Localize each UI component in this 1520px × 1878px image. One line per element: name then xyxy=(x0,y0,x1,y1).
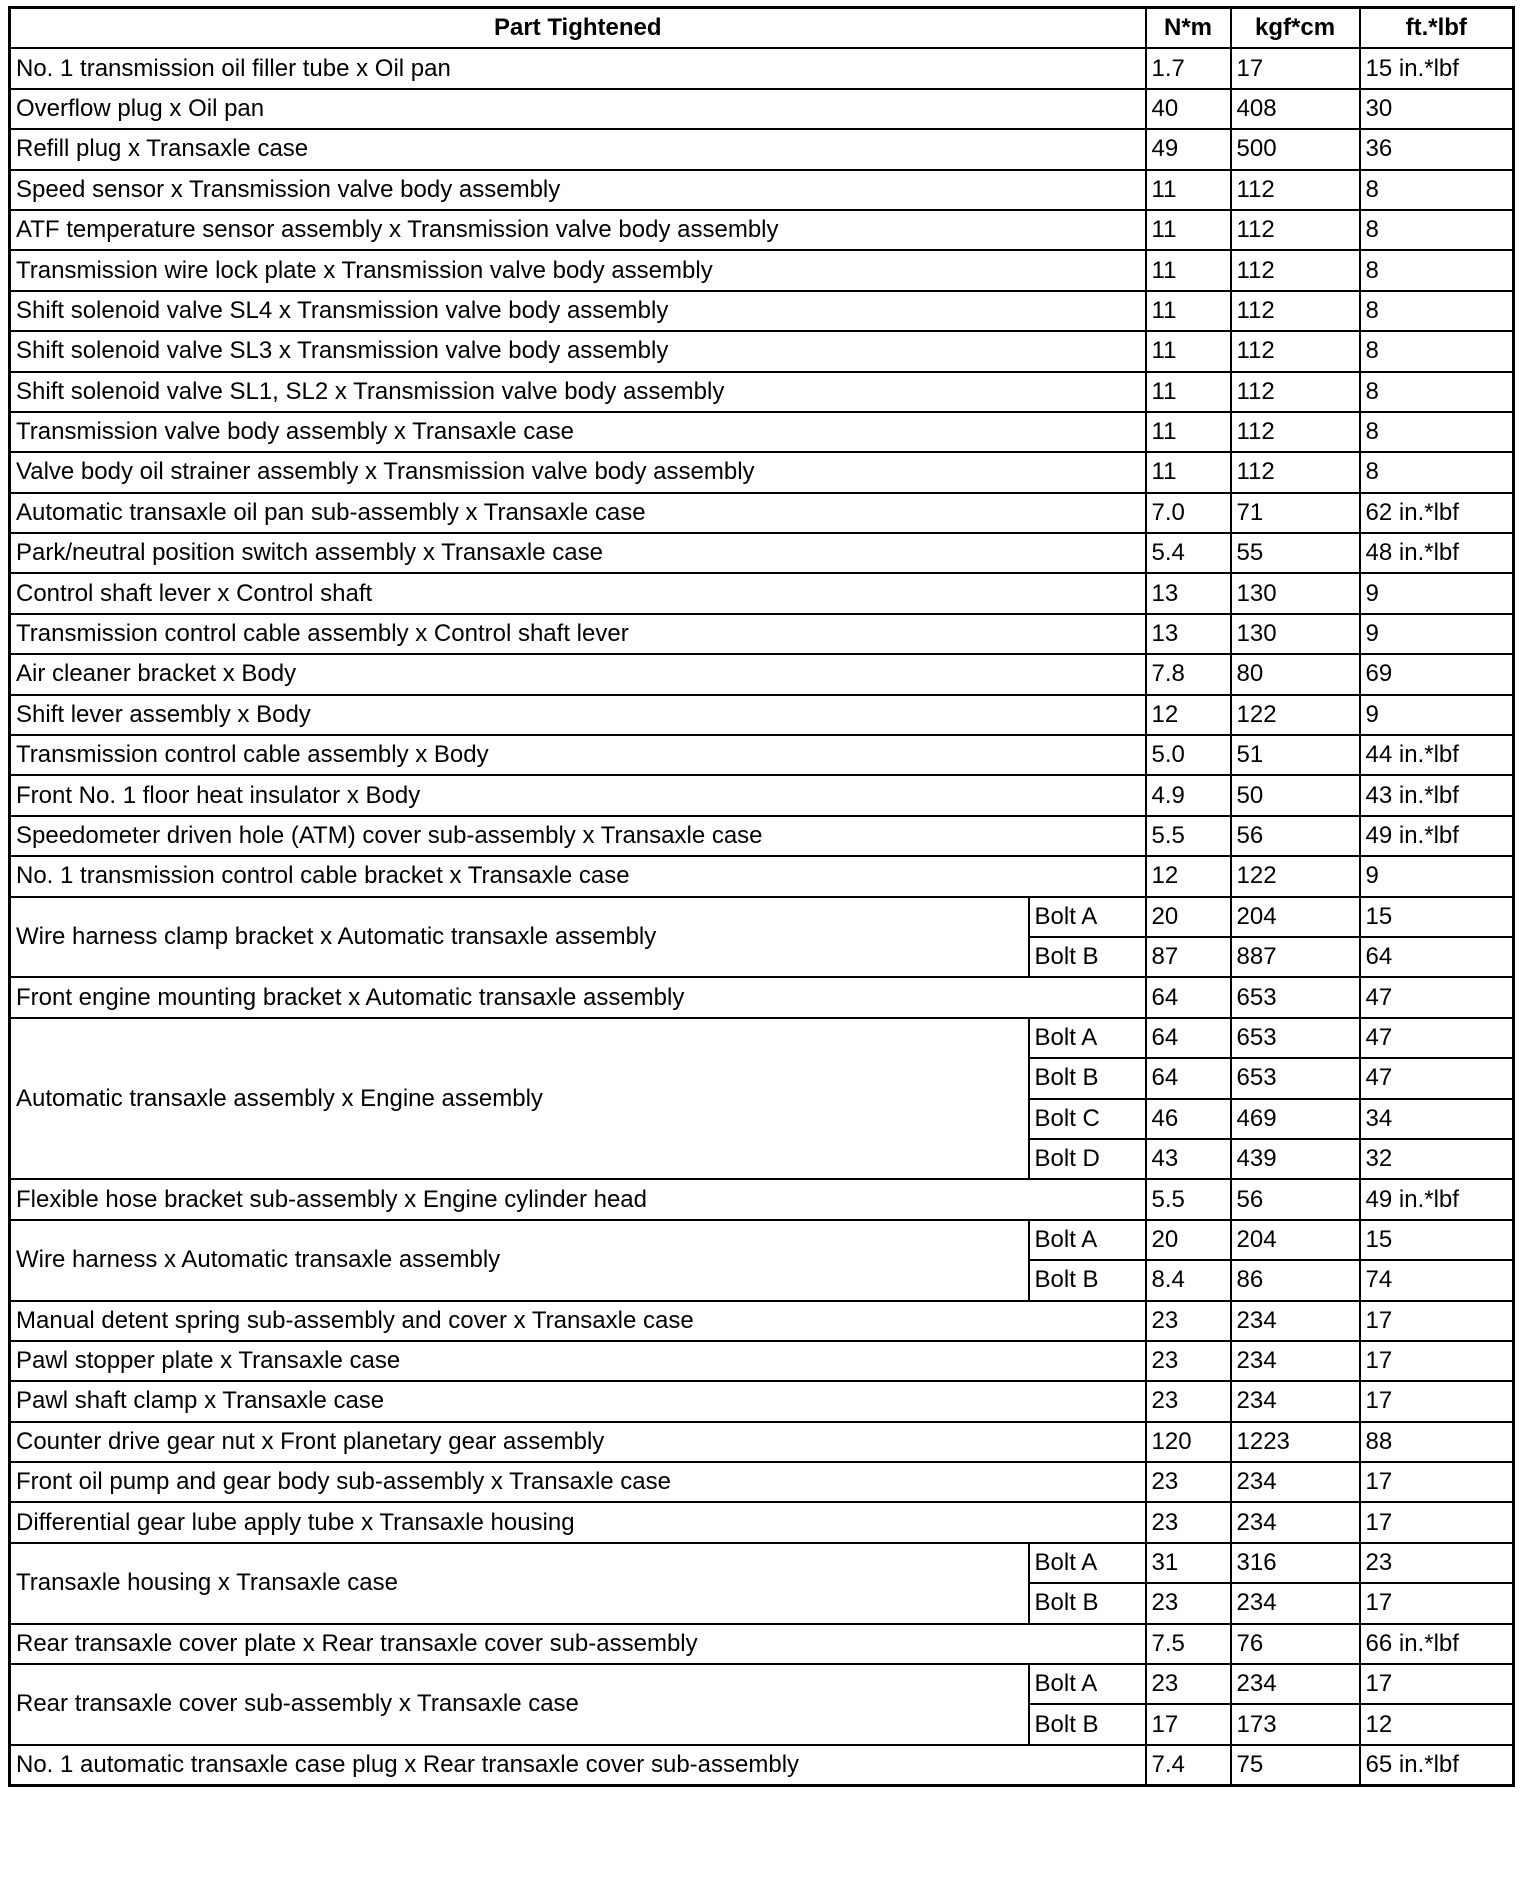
part-cell: Air cleaner bracket x Body xyxy=(10,654,1146,694)
part-cell: Park/neutral position switch assembly x Transaxle case xyxy=(10,533,1146,573)
ft-lbf-cell: 8 xyxy=(1360,170,1514,210)
table-row xyxy=(10,1341,1514,1381)
table-row xyxy=(10,89,1514,129)
kgf-cm-cell: 204 xyxy=(1231,1220,1360,1260)
nm-cell: 64 xyxy=(1146,1058,1231,1098)
nm-cell: 13 xyxy=(1146,614,1231,654)
kgf-cm-cell: 75 xyxy=(1231,1745,1360,1786)
part-cell: Speed sensor x Transmission valve body assembly xyxy=(10,170,1146,210)
table-row xyxy=(10,452,1514,492)
table-row xyxy=(10,533,1514,573)
nm-cell: 23 xyxy=(1146,1664,1231,1704)
part-cell: No. 1 automatic transaxle case plug x Rear transaxle cover sub-assembly xyxy=(10,1745,1146,1786)
ft-lbf-cell: 88 xyxy=(1360,1422,1514,1462)
bolt-cell: Bolt A xyxy=(1029,1018,1146,1058)
part-cell: No. 1 transmission control cable bracket x Transaxle case xyxy=(10,856,1146,896)
bolt-cell: Bolt B xyxy=(1029,1260,1146,1300)
part-cell: Refill plug x Transaxle case xyxy=(10,129,1146,169)
kgf-cm-cell: 653 xyxy=(1231,977,1360,1017)
header-part-tightened: Part Tightened xyxy=(10,8,1146,49)
nm-cell: 11 xyxy=(1146,412,1231,452)
part-cell: Rear transaxle cover plate x Rear transaxle cover sub-assembly xyxy=(10,1624,1146,1664)
nm-cell: 13 xyxy=(1146,573,1231,613)
bolt-cell: Bolt B xyxy=(1029,1058,1146,1098)
bolt-cell: Bolt A xyxy=(1029,1543,1146,1583)
kgf-cm-cell: 500 xyxy=(1231,129,1360,169)
kgf-cm-cell: 56 xyxy=(1231,816,1360,856)
nm-cell: 23 xyxy=(1146,1341,1231,1381)
ft-lbf-cell: 8 xyxy=(1360,291,1514,331)
kgf-cm-cell: 112 xyxy=(1231,331,1360,371)
table-row xyxy=(10,856,1514,896)
nm-cell: 11 xyxy=(1146,250,1231,290)
ft-lbf-cell: 30 xyxy=(1360,89,1514,129)
bolt-cell: Bolt A xyxy=(1029,1220,1146,1260)
kgf-cm-cell: 130 xyxy=(1231,614,1360,654)
table-row xyxy=(10,48,1514,88)
nm-cell: 12 xyxy=(1146,695,1231,735)
kgf-cm-cell: 204 xyxy=(1231,897,1360,937)
nm-cell: 4.9 xyxy=(1146,775,1231,815)
nm-cell: 23 xyxy=(1146,1301,1231,1341)
nm-cell: 7.4 xyxy=(1146,1745,1231,1786)
torque-table xyxy=(8,6,1515,1787)
table-row xyxy=(10,695,1514,735)
kgf-cm-cell: 112 xyxy=(1231,210,1360,250)
nm-cell: 5.0 xyxy=(1146,735,1231,775)
ft-lbf-cell: 15 xyxy=(1360,1220,1514,1260)
kgf-cm-cell: 173 xyxy=(1231,1704,1360,1744)
ft-lbf-cell: 47 xyxy=(1360,977,1514,1017)
table-row xyxy=(10,1664,1514,1704)
header-ft-lbf: ft.*lbf xyxy=(1360,8,1514,49)
nm-cell: 11 xyxy=(1146,291,1231,331)
ft-lbf-cell: 9 xyxy=(1360,573,1514,613)
nm-cell: 5.5 xyxy=(1146,816,1231,856)
nm-cell: 11 xyxy=(1146,372,1231,412)
ft-lbf-cell: 9 xyxy=(1360,856,1514,896)
nm-cell: 64 xyxy=(1146,1018,1231,1058)
ft-lbf-cell: 17 xyxy=(1360,1502,1514,1542)
bolt-cell: Bolt D xyxy=(1029,1139,1146,1179)
ft-lbf-cell: 43 in.*lbf xyxy=(1360,775,1514,815)
ft-lbf-cell: 34 xyxy=(1360,1099,1514,1139)
ft-lbf-cell: 62 in.*lbf xyxy=(1360,493,1514,533)
table-row xyxy=(10,1422,1514,1462)
kgf-cm-cell: 112 xyxy=(1231,452,1360,492)
bolt-cell: Bolt B xyxy=(1029,937,1146,977)
kgf-cm-cell: 234 xyxy=(1231,1341,1360,1381)
ft-lbf-cell: 9 xyxy=(1360,695,1514,735)
table-row xyxy=(10,816,1514,856)
ft-lbf-cell: 8 xyxy=(1360,372,1514,412)
ft-lbf-cell: 47 xyxy=(1360,1018,1514,1058)
nm-cell: 120 xyxy=(1146,1422,1231,1462)
table-row xyxy=(10,129,1514,169)
kgf-cm-cell: 112 xyxy=(1231,170,1360,210)
nm-cell: 20 xyxy=(1146,1220,1231,1260)
nm-cell: 12 xyxy=(1146,856,1231,896)
kgf-cm-cell: 234 xyxy=(1231,1664,1360,1704)
part-cell: Overflow plug x Oil pan xyxy=(10,89,1146,129)
ft-lbf-cell: 12 xyxy=(1360,1704,1514,1744)
kgf-cm-cell: 653 xyxy=(1231,1058,1360,1098)
kgf-cm-cell: 316 xyxy=(1231,1543,1360,1583)
bolt-cell: Bolt A xyxy=(1029,897,1146,937)
table-row xyxy=(10,412,1514,452)
nm-cell: 7.8 xyxy=(1146,654,1231,694)
ft-lbf-cell: 36 xyxy=(1360,129,1514,169)
kgf-cm-cell: 234 xyxy=(1231,1502,1360,1542)
part-cell: Front oil pump and gear body sub-assembly x Transaxle case xyxy=(10,1462,1146,1502)
kgf-cm-cell: 86 xyxy=(1231,1260,1360,1300)
part-cell: Automatic transaxle oil pan sub-assembly x Transaxle case xyxy=(10,493,1146,533)
table-row xyxy=(10,1179,1514,1219)
kgf-cm-cell: 130 xyxy=(1231,573,1360,613)
ft-lbf-cell: 17 xyxy=(1360,1462,1514,1502)
header-kgf-cm: kgf*cm xyxy=(1231,8,1360,49)
kgf-cm-cell: 76 xyxy=(1231,1624,1360,1664)
kgf-cm-cell: 80 xyxy=(1231,654,1360,694)
table-row xyxy=(10,897,1514,937)
part-cell: Pawl stopper plate x Transaxle case xyxy=(10,1341,1146,1381)
ft-lbf-cell: 17 xyxy=(1360,1301,1514,1341)
ft-lbf-cell: 74 xyxy=(1360,1260,1514,1300)
ft-lbf-cell: 64 xyxy=(1360,937,1514,977)
ft-lbf-cell: 49 in.*lbf xyxy=(1360,1179,1514,1219)
nm-cell: 11 xyxy=(1146,210,1231,250)
ft-lbf-cell: 17 xyxy=(1360,1583,1514,1623)
part-cell: Wire harness clamp bracket x Automatic transaxle assembly xyxy=(10,897,1029,978)
ft-lbf-cell: 69 xyxy=(1360,654,1514,694)
table-row xyxy=(10,1543,1514,1583)
kgf-cm-cell: 653 xyxy=(1231,1018,1360,1058)
part-cell: Transmission wire lock plate x Transmission valve body assembly xyxy=(10,250,1146,290)
nm-cell: 87 xyxy=(1146,937,1231,977)
kgf-cm-cell: 439 xyxy=(1231,1139,1360,1179)
bolt-cell: Bolt A xyxy=(1029,1664,1146,1704)
kgf-cm-cell: 122 xyxy=(1231,695,1360,735)
kgf-cm-cell: 17 xyxy=(1231,48,1360,88)
table-row xyxy=(10,1018,1514,1058)
kgf-cm-cell: 887 xyxy=(1231,937,1360,977)
part-cell: Automatic transaxle assembly x Engine assembly xyxy=(10,1018,1029,1180)
kgf-cm-cell: 408 xyxy=(1231,89,1360,129)
bolt-cell: Bolt B xyxy=(1029,1583,1146,1623)
ft-lbf-cell: 8 xyxy=(1360,412,1514,452)
kgf-cm-cell: 55 xyxy=(1231,533,1360,573)
table-row xyxy=(10,372,1514,412)
nm-cell: 46 xyxy=(1146,1099,1231,1139)
kgf-cm-cell: 1223 xyxy=(1231,1422,1360,1462)
nm-cell: 20 xyxy=(1146,897,1231,937)
part-cell: Manual detent spring sub-assembly and cover x Transaxle case xyxy=(10,1301,1146,1341)
header-nm: N*m xyxy=(1146,8,1231,49)
ft-lbf-cell: 47 xyxy=(1360,1058,1514,1098)
kgf-cm-cell: 112 xyxy=(1231,250,1360,290)
ft-lbf-cell: 23 xyxy=(1360,1543,1514,1583)
ft-lbf-cell: 8 xyxy=(1360,210,1514,250)
part-cell: Speedometer driven hole (ATM) cover sub-assembly x Transaxle case xyxy=(10,816,1146,856)
table-row xyxy=(10,573,1514,613)
ft-lbf-cell: 8 xyxy=(1360,250,1514,290)
table-row xyxy=(10,977,1514,1017)
table-row xyxy=(10,614,1514,654)
bolt-cell: Bolt C xyxy=(1029,1099,1146,1139)
kgf-cm-cell: 112 xyxy=(1231,412,1360,452)
table-row xyxy=(10,1220,1514,1260)
nm-cell: 31 xyxy=(1146,1543,1231,1583)
kgf-cm-cell: 122 xyxy=(1231,856,1360,896)
part-cell: Transmission valve body assembly x Transaxle case xyxy=(10,412,1146,452)
table-row xyxy=(10,331,1514,371)
nm-cell: 1.7 xyxy=(1146,48,1231,88)
part-cell: No. 1 transmission oil filler tube x Oil pan xyxy=(10,48,1146,88)
part-cell: Valve body oil strainer assembly x Transmission valve body assembly xyxy=(10,452,1146,492)
kgf-cm-cell: 469 xyxy=(1231,1099,1360,1139)
kgf-cm-cell: 50 xyxy=(1231,775,1360,815)
kgf-cm-cell: 234 xyxy=(1231,1583,1360,1623)
part-cell: Shift solenoid valve SL4 x Transmission valve body assembly xyxy=(10,291,1146,331)
ft-lbf-cell: 66 in.*lbf xyxy=(1360,1624,1514,1664)
ft-lbf-cell: 8 xyxy=(1360,452,1514,492)
bolt-cell: Bolt B xyxy=(1029,1704,1146,1744)
table-row xyxy=(10,210,1514,250)
table-header-row xyxy=(10,8,1514,49)
table-row xyxy=(10,1301,1514,1341)
ft-lbf-cell: 15 in.*lbf xyxy=(1360,48,1514,88)
kgf-cm-cell: 112 xyxy=(1231,372,1360,412)
table-row xyxy=(10,493,1514,533)
part-cell: Front engine mounting bracket x Automatic transaxle assembly xyxy=(10,977,1146,1017)
nm-cell: 23 xyxy=(1146,1502,1231,1542)
part-cell: Shift solenoid valve SL1, SL2 x Transmission valve body assembly xyxy=(10,372,1146,412)
kgf-cm-cell: 71 xyxy=(1231,493,1360,533)
ft-lbf-cell: 32 xyxy=(1360,1139,1514,1179)
ft-lbf-cell: 8 xyxy=(1360,331,1514,371)
table-row xyxy=(10,654,1514,694)
part-cell: ATF temperature sensor assembly x Transmission valve body assembly xyxy=(10,210,1146,250)
part-cell: Transaxle housing x Transaxle case xyxy=(10,1543,1029,1624)
table-row xyxy=(10,1502,1514,1542)
table-row xyxy=(10,775,1514,815)
ft-lbf-cell: 17 xyxy=(1360,1381,1514,1421)
kgf-cm-cell: 112 xyxy=(1231,291,1360,331)
nm-cell: 5.4 xyxy=(1146,533,1231,573)
table-row xyxy=(10,1745,1514,1786)
nm-cell: 8.4 xyxy=(1146,1260,1231,1300)
part-cell: Wire harness x Automatic transaxle assembly xyxy=(10,1220,1029,1301)
part-cell: Shift lever assembly x Body xyxy=(10,695,1146,735)
table-row xyxy=(10,170,1514,210)
part-cell: Flexible hose bracket sub-assembly x Engine cylinder head xyxy=(10,1179,1146,1219)
nm-cell: 23 xyxy=(1146,1462,1231,1502)
table-row xyxy=(10,1462,1514,1502)
kgf-cm-cell: 51 xyxy=(1231,735,1360,775)
table-row xyxy=(10,291,1514,331)
part-cell: Control shaft lever x Control shaft xyxy=(10,573,1146,613)
part-cell: Differential gear lube apply tube x Transaxle housing xyxy=(10,1502,1146,1542)
kgf-cm-cell: 234 xyxy=(1231,1381,1360,1421)
table-row xyxy=(10,1381,1514,1421)
part-cell: Pawl shaft clamp x Transaxle case xyxy=(10,1381,1146,1421)
ft-lbf-cell: 49 in.*lbf xyxy=(1360,816,1514,856)
table-body xyxy=(10,48,1514,1785)
ft-lbf-cell: 9 xyxy=(1360,614,1514,654)
ft-lbf-cell: 44 in.*lbf xyxy=(1360,735,1514,775)
table-row xyxy=(10,250,1514,290)
ft-lbf-cell: 17 xyxy=(1360,1341,1514,1381)
kgf-cm-cell: 234 xyxy=(1231,1301,1360,1341)
nm-cell: 7.0 xyxy=(1146,493,1231,533)
table-row xyxy=(10,1624,1514,1664)
nm-cell: 11 xyxy=(1146,331,1231,371)
part-cell: Transmission control cable assembly x Body xyxy=(10,735,1146,775)
nm-cell: 23 xyxy=(1146,1583,1231,1623)
nm-cell: 49 xyxy=(1146,129,1231,169)
part-cell: Front No. 1 floor heat insulator x Body xyxy=(10,775,1146,815)
ft-lbf-cell: 48 in.*lbf xyxy=(1360,533,1514,573)
ft-lbf-cell: 15 xyxy=(1360,897,1514,937)
part-cell: Rear transaxle cover sub-assembly x Transaxle case xyxy=(10,1664,1029,1745)
part-cell: Counter drive gear nut x Front planetary gear assembly xyxy=(10,1422,1146,1462)
part-cell: Shift solenoid valve SL3 x Transmission valve body assembly xyxy=(10,331,1146,371)
nm-cell: 11 xyxy=(1146,452,1231,492)
nm-cell: 23 xyxy=(1146,1381,1231,1421)
nm-cell: 64 xyxy=(1146,977,1231,1017)
nm-cell: 40 xyxy=(1146,89,1231,129)
ft-lbf-cell: 17 xyxy=(1360,1664,1514,1704)
nm-cell: 7.5 xyxy=(1146,1624,1231,1664)
ft-lbf-cell: 65 in.*lbf xyxy=(1360,1745,1514,1786)
kgf-cm-cell: 234 xyxy=(1231,1462,1360,1502)
nm-cell: 17 xyxy=(1146,1704,1231,1744)
nm-cell: 43 xyxy=(1146,1139,1231,1179)
nm-cell: 5.5 xyxy=(1146,1179,1231,1219)
nm-cell: 11 xyxy=(1146,170,1231,210)
kgf-cm-cell: 56 xyxy=(1231,1179,1360,1219)
table-row xyxy=(10,735,1514,775)
part-cell: Transmission control cable assembly x Control shaft lever xyxy=(10,614,1146,654)
